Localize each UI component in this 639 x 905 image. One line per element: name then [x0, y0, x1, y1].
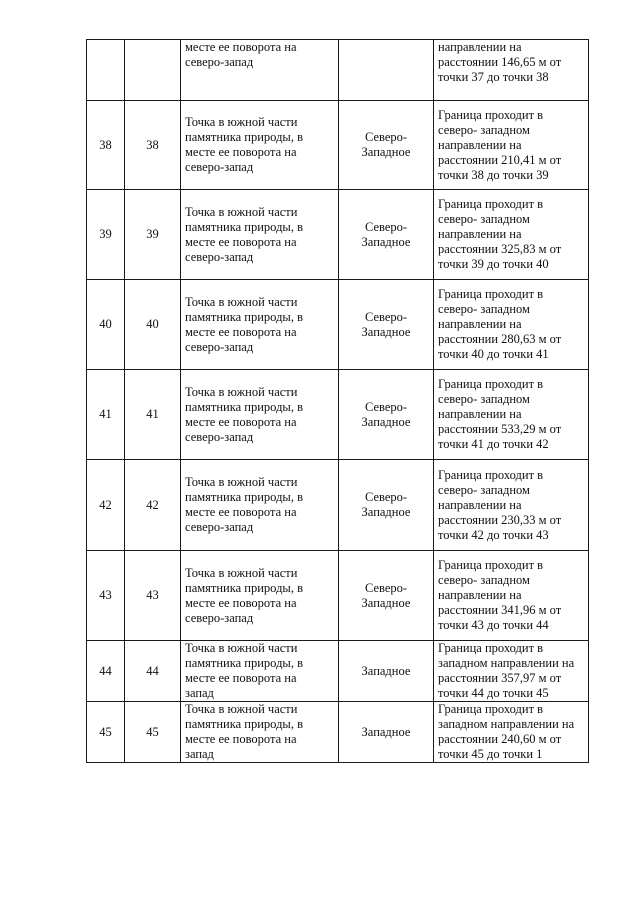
boundary-line: расстоянии 230,33 м от — [438, 512, 562, 527]
boundary-line: точки 42 до точки 43 — [438, 527, 549, 542]
direction-cell — [339, 40, 434, 101]
description-line: памятника природы, в — [185, 656, 303, 670]
description-line: памятника природы, в — [185, 399, 303, 414]
description-line: месте ее поворота на — [185, 595, 297, 610]
description-line: месте ее поворота на — [185, 40, 297, 54]
boundary-line: расстоянии 533,29 м от — [438, 422, 562, 436]
direction-line: Северо- — [364, 399, 408, 414]
boundary-line: расстоянии 146,65 м от — [438, 55, 562, 69]
boundary-line: расстоянии 357,97 м от — [438, 671, 562, 685]
boundary-line: направлении на — [438, 40, 522, 54]
description-line: северо-запад — [185, 520, 254, 534]
direction-line: Северо- — [364, 219, 408, 234]
description-line: Точка в южной части — [185, 475, 298, 489]
description-line: северо-запад — [185, 249, 254, 264]
boundary-description-cell — [434, 702, 589, 763]
point-id-cell: 41 — [125, 370, 181, 460]
direction-line: Западное — [361, 324, 411, 339]
description-line: запад — [185, 747, 214, 761]
point-number-cell: 39 — [87, 190, 125, 280]
description-line: месте ее поворота на — [185, 732, 297, 746]
boundary-line: направлении на — [438, 407, 522, 421]
boundary-line: западном направлении на — [438, 717, 575, 731]
table-row — [87, 551, 589, 641]
direction-cell — [339, 101, 434, 190]
table-row — [87, 641, 589, 702]
description-line: месте ее поворота на — [185, 234, 297, 249]
boundary-line: расстоянии 341,96 м от — [438, 603, 562, 617]
boundary-description-cell — [434, 280, 589, 370]
point-description-cell — [181, 551, 339, 641]
boundary-line: точки 38 до точки 39 — [438, 167, 549, 182]
boundary-line: Граница проходит в — [438, 641, 544, 655]
boundary-points-table — [86, 39, 589, 763]
point-id-cell: 45 — [125, 702, 181, 763]
description-line: месте ее поворота на — [185, 324, 297, 339]
boundary-line: Граница проходит в — [438, 377, 544, 391]
point-number-cell: 40 — [87, 280, 125, 370]
point-description-cell — [181, 101, 339, 190]
boundary-line: Граница проходит в — [438, 197, 544, 211]
point-id-cell: 44 — [125, 641, 181, 702]
boundary-description-cell — [434, 40, 589, 101]
point-description-cell — [181, 460, 339, 551]
boundary-description-cell — [434, 370, 589, 460]
description-line: месте ее поворота на — [185, 414, 297, 429]
point-description-cell — [181, 370, 339, 460]
description-line: Точка в южной части — [185, 115, 298, 129]
point-id-cell: 38 — [125, 101, 181, 190]
point-description-cell — [181, 40, 339, 101]
point-id-cell — [125, 40, 181, 101]
boundary-line: Граница проходит в — [438, 558, 544, 572]
boundary-line: северо- западном — [438, 482, 530, 497]
description-line: Точка в южной части — [185, 565, 298, 580]
description-line: северо-запад — [185, 429, 254, 444]
direction-cell — [339, 460, 434, 551]
description-line: северо-запад — [185, 339, 254, 354]
boundary-line: северо- западном — [438, 573, 530, 587]
boundary-line: точки 40 до точки 41 — [438, 347, 549, 361]
boundary-description-cell — [434, 551, 589, 641]
table-row — [87, 190, 589, 280]
description-line: памятника природы, в — [185, 309, 303, 324]
description-line: северо-запад — [185, 55, 254, 69]
point-number-cell: 38 — [87, 101, 125, 190]
direction-line: Западное — [361, 234, 411, 249]
direction-cell — [339, 370, 434, 460]
direction-line: Северо- — [364, 580, 408, 595]
direction-line: Западное — [361, 145, 411, 159]
direction-cell — [339, 702, 434, 763]
point-description-cell — [181, 280, 339, 370]
direction-line: Северо- — [364, 490, 408, 504]
boundary-line: направлении на — [438, 227, 522, 241]
boundary-description-cell — [434, 190, 589, 280]
description-line: памятника природы, в — [185, 490, 303, 504]
boundary-line: северо- западном — [438, 122, 530, 137]
table-row — [87, 280, 589, 370]
boundary-line: северо- западном — [438, 392, 530, 406]
point-number-cell: 43 — [87, 551, 125, 641]
boundary-line: Граница проходит в — [438, 107, 544, 122]
direction-line: Западное — [361, 663, 411, 678]
direction-line: Западное — [361, 505, 411, 519]
boundary-description-cell — [434, 101, 589, 190]
table-row — [87, 101, 589, 190]
direction-cell — [339, 190, 434, 280]
point-number-cell: 45 — [87, 702, 125, 763]
description-line: месте ее поворота на — [185, 671, 297, 685]
point-number-cell: 44 — [87, 641, 125, 702]
description-line: Точка в южной части — [185, 702, 298, 716]
direction-cell — [339, 551, 434, 641]
point-description-cell — [181, 190, 339, 280]
table-row — [87, 702, 589, 763]
description-line: месте ее поворота на — [185, 505, 297, 519]
direction-line: Западное — [361, 724, 411, 739]
boundary-line: точки 37 до точки 38 — [438, 70, 549, 84]
direction-line: Западное — [361, 595, 411, 610]
table-row — [87, 40, 589, 101]
table-row — [87, 370, 589, 460]
boundary-line: северо- западном — [438, 302, 530, 316]
boundary-line: Граница проходит в — [438, 287, 544, 301]
boundary-line: расстоянии 240,60 м от — [438, 732, 562, 746]
description-line: месте ее поворота на — [185, 145, 297, 159]
point-id-cell: 43 — [125, 551, 181, 641]
description-line: памятника природы, в — [185, 130, 303, 144]
boundary-line: западном направлении на — [438, 656, 575, 670]
description-line: запад — [185, 686, 214, 700]
boundary-description-cell — [434, 641, 589, 702]
direction-cell — [339, 641, 434, 702]
table-body — [87, 40, 589, 763]
boundary-line: расстоянии 280,63 м от — [438, 332, 562, 346]
point-id-cell: 39 — [125, 190, 181, 280]
direction-cell — [339, 280, 434, 370]
description-line: Точка в южной части — [185, 384, 298, 399]
boundary-line: направлении на — [438, 317, 522, 331]
point-number-cell: 41 — [87, 370, 125, 460]
description-line: Точка в южной части — [185, 204, 298, 219]
table-row — [87, 460, 589, 551]
boundary-line: точки 44 до точки 45 — [438, 686, 549, 700]
boundary-line: расстоянии 325,83 м от — [438, 242, 562, 256]
description-line: северо-запад — [185, 160, 254, 174]
point-id-cell: 42 — [125, 460, 181, 551]
direction-line: Северо- — [364, 309, 408, 324]
direction-line: Северо- — [364, 130, 408, 144]
boundary-line: точки 43 до точки 44 — [438, 618, 549, 632]
description-line: памятника природы, в — [185, 219, 303, 234]
description-line: северо-запад — [185, 610, 254, 625]
boundary-line: направлении на — [438, 497, 522, 512]
description-line: Точка в южной части — [185, 294, 298, 309]
boundary-description-cell — [434, 460, 589, 551]
description-line: памятника природы, в — [185, 580, 303, 595]
point-description-cell — [181, 641, 339, 702]
boundary-line: северо- западном — [438, 212, 530, 226]
boundary-line: точки 39 до точки 40 — [438, 257, 549, 271]
point-description-cell — [181, 702, 339, 763]
boundary-line: направлении на — [438, 588, 522, 602]
point-number-cell: 42 — [87, 460, 125, 551]
point-number-cell — [87, 40, 125, 101]
direction-line: Западное — [361, 414, 411, 429]
boundary-line: Граница проходит в — [438, 467, 544, 482]
boundary-line: точки 41 до точки 42 — [438, 437, 549, 451]
point-id-cell: 40 — [125, 280, 181, 370]
boundary-line: расстоянии 210,41 м от — [438, 152, 562, 167]
boundary-line: точки 45 до точки 1 — [438, 747, 543, 761]
boundary-line: Граница проходит в — [438, 702, 544, 716]
boundary-line: направлении на — [438, 137, 522, 152]
description-line: Точка в южной части — [185, 641, 298, 655]
description-line: памятника природы, в — [185, 717, 303, 731]
